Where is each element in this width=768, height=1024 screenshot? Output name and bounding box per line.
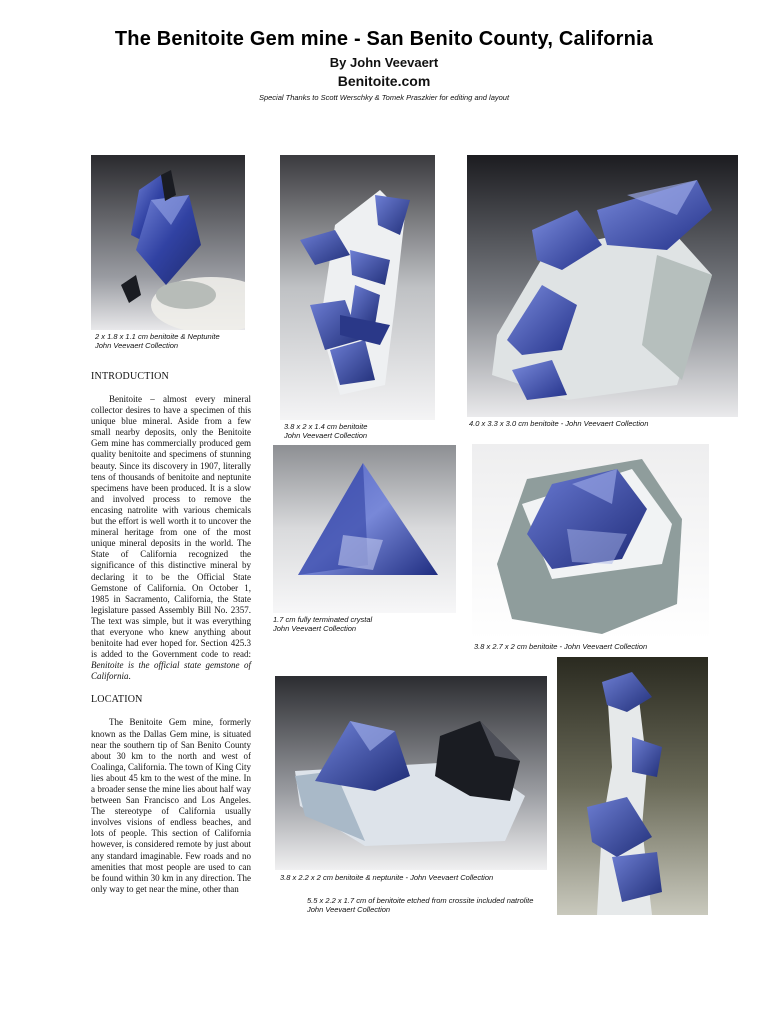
photo-benitoite-neptunite-1 [91,155,245,330]
introduction-paragraph: Benitoite – almost every mineral collector desires to have a specimen of this unique blue mineral. Aside from a few small nearby deposits, only the Benitoite Gem mine has commercially produced gem quality benitoite and specimens of stunning beauty. Since its discovery in 1907, literally tens of thousands of benitoite and neptunite specimens have been produced. It is a slow and involved process to remove the encasing natrolite with various chemicals but the effort is well worth it to uncover the mineral heritage from one of the most unique mineral deposits in the world. The State of California recognized the significance of this distinctive mineral by declaring it to be the Official State Gemstone of California. On October 1, 1985 in Sacramento, California, the State legislature passed Assembly Bill No. 2357. The text was simple, but it was everything that everyone who knew anything about benitoite had ever hoped for. Section 425.3 is added to the Government code to read: Benitoite is the official state gemstone of California. [91,394,251,682]
page-title: The Benitoite Gem mine - San Benito County, California [114,28,654,50]
website-name: Benitoite.com [337,73,431,89]
photo-benitoite-2 [280,155,435,420]
photo-terminated-crystal-4 [273,445,456,613]
location-paragraph: The Benitoite Gem mine, formerly known as the Dallas Gem mine, is situated near the southern tip of San Benito County about 30 km to the north and west of Coalinga, California. The town of King City lies about 45 km to the west of the mine. In a broader sense the mine lies about half way between San Francisco and Los Angeles. The stereotype of California usually involves visions of endless beaches, and lots of people. This section of California however, is considered remote by just about any standard imaginable. Few roads and no amenities that most people are used to can be found within 30 km in any direction. The only way to get near the mine, other than [91,717,251,894]
photo-caption: 5.5 x 2.2 x 1.7 cm of benitoite etched from crossite included natrolite John Veevaert Collection [307,896,534,914]
photo-caption: 4.0 x 3.3 x 3.0 cm benitoite - John Veevaert Collection [469,419,649,428]
photo-caption: 1.7 cm fully terminated crystal John Veevaert Collection [273,615,373,633]
state-gemstone-quote: Benitoite is the official state gemstone of California [91,660,251,682]
author-byline: By John Veevaert [329,55,439,70]
photo-caption: 3.8 x 2.7 x 2 cm benitoite - John Veevaert Collection [474,642,648,651]
photo-benitoite-3 [467,155,738,417]
photo-caption: 3.8 x 2.2 x 2 cm benitoite & neptunite - John Veevaert Collection [280,873,494,882]
photo-benitoite-natrolite-7 [557,657,708,915]
photo-caption: 3.8 x 2 x 1.4 cm benitoite John Veevaert Collection [284,422,368,440]
section-heading-introduction: INTRODUCTION [91,371,169,382]
acknowledgement-line: Special Thanks to Scott Werschky & Tomek Praszkier for editing and layout [258,93,510,102]
photo-benitoite-5 [472,444,709,640]
article-column [91,371,251,895]
photo-caption: 2 x 1.8 x 1.1 cm benitoite & Neptunite John Veevaert Collection [95,332,220,350]
photo-benitoite-neptunite-6 [275,676,547,870]
section-heading-location: LOCATION [91,694,143,706]
